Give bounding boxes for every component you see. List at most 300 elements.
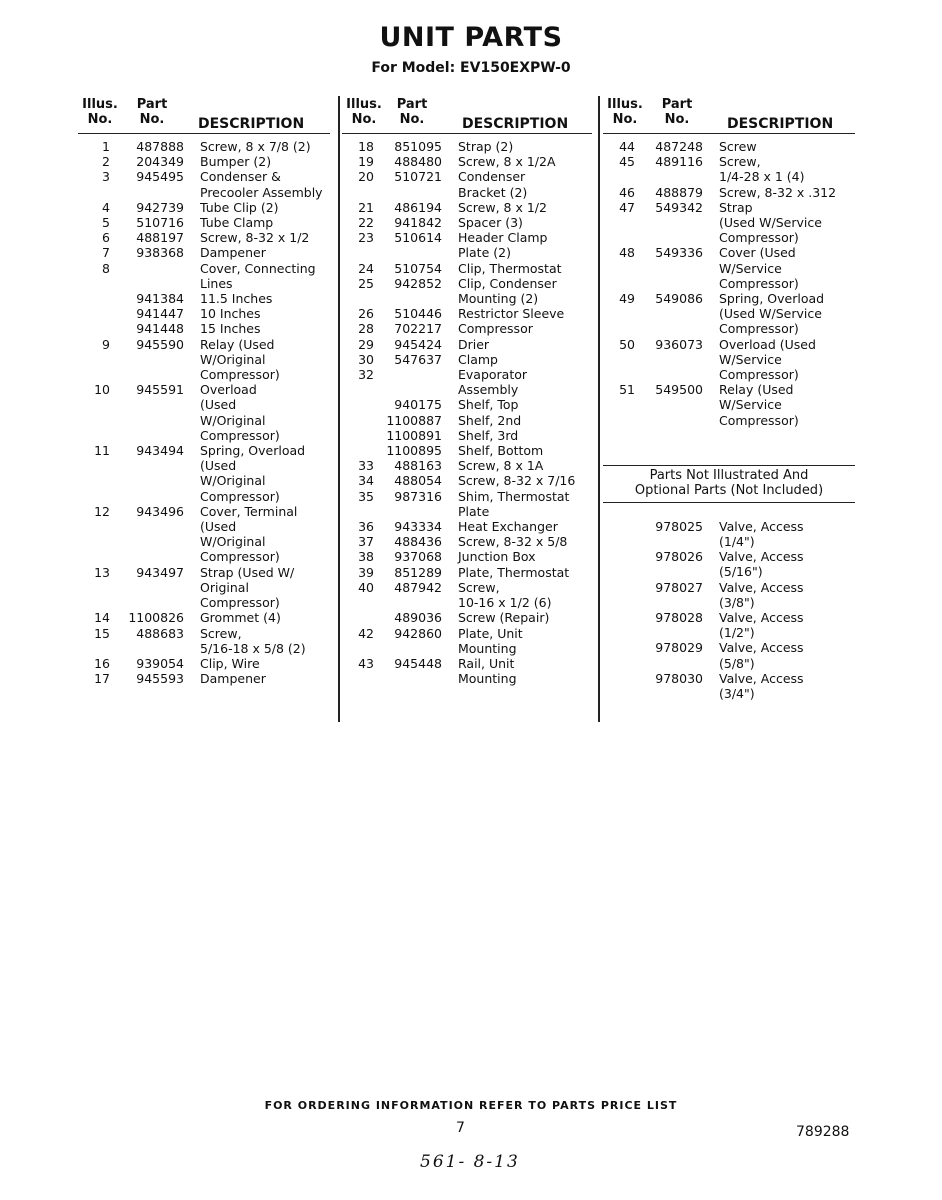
description-line: Screw, 8-32 x 5/8 — [458, 534, 568, 550]
part-description — [719, 154, 805, 184]
header-line: Part — [396, 97, 428, 112]
document-number: 789288 — [796, 1124, 850, 1140]
table-row — [342, 626, 592, 656]
description-line: 10 Inches — [200, 306, 261, 322]
column-divider — [338, 96, 340, 722]
part-description — [458, 230, 547, 260]
part-description — [719, 549, 804, 579]
illus-number: 11 — [94, 443, 110, 459]
part-description — [200, 306, 261, 321]
illus-no-header — [78, 97, 122, 127]
table-row — [78, 321, 330, 336]
description-line: Strap (2) — [458, 139, 514, 154]
table-row — [603, 337, 855, 383]
table-row — [342, 580, 592, 610]
illus-number: 12 — [94, 503, 110, 519]
part-number: 510754 — [394, 260, 442, 276]
part-number: 945593 — [136, 671, 184, 687]
description-line: Clip, Thermostat — [458, 260, 562, 276]
table-row — [78, 306, 330, 321]
illus-number: 34 — [358, 473, 374, 489]
part-description — [458, 610, 549, 625]
description-line: Strap (Used W/ — [200, 564, 295, 580]
part-number: 987316 — [394, 488, 442, 504]
description-line: Valve, Access — [719, 670, 804, 686]
part-number: 1100895 — [386, 443, 442, 459]
illus-number: 23 — [358, 230, 374, 246]
parts-column-3 — [603, 97, 855, 701]
part-number: 488163 — [394, 458, 442, 474]
description-line: Strap — [719, 199, 753, 215]
part-description — [458, 154, 556, 169]
description-line: 11.5 Inches — [200, 291, 273, 307]
part-number: 510721 — [394, 169, 442, 185]
part-description — [719, 382, 799, 428]
part-description — [458, 215, 523, 230]
illus-number: 45 — [619, 154, 635, 170]
table-row — [603, 549, 855, 579]
table-row — [78, 291, 330, 306]
part-number: 1100826 — [128, 610, 184, 626]
description-line: Shim, Thermostat — [458, 488, 570, 504]
header-line: No. — [664, 112, 690, 127]
part-description — [719, 245, 799, 291]
ordering-footer: FOR ORDERING INFORMATION REFER TO PARTS PRICE LIST — [264, 1099, 678, 1112]
illus-no-header — [603, 97, 647, 127]
description-line: Screw, — [458, 579, 500, 595]
description-line: Shelf, Top — [458, 397, 519, 413]
table-row — [603, 671, 855, 701]
part-number: 488879 — [655, 184, 703, 200]
part-number — [374, 367, 442, 397]
description-line: Compressor) — [200, 488, 280, 504]
illus-number: 33 — [358, 458, 374, 474]
part-number: 943494 — [136, 443, 184, 459]
table-row — [603, 291, 855, 337]
parts-column-1 — [78, 97, 330, 686]
part-description — [200, 382, 280, 443]
description-line: Relay (Used — [719, 382, 794, 398]
part-description — [200, 565, 294, 611]
illus-number: 38 — [358, 549, 374, 565]
part-description — [458, 428, 518, 443]
parts-rows — [78, 134, 330, 686]
illus-number: 25 — [358, 275, 374, 291]
description-line: (Used W/Service — [719, 215, 822, 231]
description-line: Plate — [458, 503, 490, 519]
illus-number — [603, 519, 635, 549]
table-row — [342, 154, 592, 169]
description-line: Cover (Used — [719, 245, 796, 261]
part-number: 939054 — [136, 655, 184, 671]
parts-rows — [342, 134, 592, 686]
illus-number: 44 — [619, 139, 635, 154]
part-number: 941384 — [136, 291, 184, 307]
table-row — [78, 154, 330, 169]
illus-number: 35 — [358, 488, 374, 504]
description-line: (5/8") — [719, 655, 755, 671]
table-row — [342, 230, 592, 260]
illus-number: 9 — [102, 336, 110, 352]
handwritten-note: 561- 8-13 — [420, 1152, 520, 1172]
part-description — [200, 169, 323, 199]
table-row — [78, 565, 330, 611]
description-line: Screw, 8 x 1/2A — [458, 154, 556, 170]
description-line: Bumper (2) — [200, 154, 272, 170]
table-row — [342, 473, 592, 488]
illus-number: 19 — [358, 154, 374, 170]
illus-number — [342, 443, 374, 458]
page-number: 7 — [456, 1120, 465, 1136]
part-number: 945591 — [136, 382, 184, 398]
description-line: W/Original — [200, 534, 266, 550]
table-row — [342, 397, 592, 412]
description-line: W/Service — [719, 351, 782, 367]
illus-number: 50 — [619, 336, 635, 352]
illus-number: 37 — [358, 534, 374, 550]
table-row — [342, 428, 592, 443]
header-line: No. — [139, 112, 165, 127]
description-line: Restrictor Sleeve — [458, 306, 565, 322]
table-row — [603, 382, 855, 428]
description-line: Screw, — [200, 625, 242, 641]
description-line: Tube Clamp — [200, 215, 274, 231]
illus-number — [342, 610, 374, 625]
description-line: Header Clamp — [458, 230, 548, 246]
description-line: Clip, Condenser — [458, 275, 557, 291]
part-number: 942739 — [136, 199, 184, 215]
part-number: 941447 — [136, 306, 184, 322]
illus-number: 8 — [102, 260, 110, 276]
description-line: Dampener — [200, 671, 266, 687]
parts-rows — [603, 134, 855, 428]
description-line: Screw, 8-32 x 1/2 — [200, 230, 310, 246]
part-no-header — [382, 97, 442, 127]
part-number: 510614 — [394, 230, 442, 246]
part-description — [458, 321, 533, 336]
part-description — [719, 640, 804, 670]
table-row — [78, 382, 330, 443]
description-line: Screw, 8 x 1/2 — [458, 199, 547, 215]
part-description — [719, 200, 822, 246]
part-description — [200, 245, 266, 260]
column-header — [603, 97, 855, 134]
part-description — [458, 276, 557, 306]
part-description — [458, 337, 489, 352]
part-description — [458, 473, 575, 488]
table-row — [78, 626, 330, 656]
description-line: Dampener — [200, 245, 266, 261]
illus-number: 16 — [94, 655, 110, 671]
part-number: 937068 — [394, 549, 442, 565]
description-line: Screw — [719, 139, 757, 154]
heading-line: Optional Parts (Not Included) — [634, 483, 824, 499]
part-description — [200, 154, 271, 169]
description-line: Valve, Access — [719, 518, 804, 534]
header-line: Part — [661, 97, 693, 112]
table-row — [342, 610, 592, 625]
part-number: 978028 — [655, 610, 703, 626]
table-row — [342, 169, 592, 199]
table-row — [603, 139, 855, 154]
part-description — [719, 519, 804, 549]
part-description — [458, 534, 567, 549]
table-row — [342, 656, 592, 686]
part-number: 943334 — [394, 519, 442, 535]
illus-number — [342, 428, 374, 443]
description-line: Condenser & — [200, 169, 281, 185]
table-row — [78, 230, 330, 245]
part-number: 942860 — [394, 625, 442, 641]
part-description — [458, 413, 521, 428]
description-line: 5/16-18 x 5/8 (2) — [200, 640, 306, 656]
illus-number: 1 — [102, 139, 110, 154]
description-line: Evaporator — [458, 367, 528, 383]
illus-number: 47 — [619, 199, 635, 215]
description-line: 15 Inches — [200, 321, 261, 337]
illus-number — [603, 549, 635, 579]
part-number: 489036 — [394, 610, 442, 626]
illus-number: 46 — [619, 184, 635, 200]
part-description — [200, 656, 260, 671]
model-subtitle: For Model: EV150EXPW-0 — [371, 60, 571, 76]
table-row — [342, 276, 592, 306]
description-line: Compressor) — [200, 595, 280, 611]
part-number: 486194 — [394, 199, 442, 215]
illus-no-header — [342, 97, 386, 127]
illus-number: 18 — [358, 139, 374, 154]
description-line: W/Original — [200, 473, 266, 489]
illus-number: 51 — [619, 382, 635, 398]
table-row — [603, 519, 855, 549]
part-no-header — [647, 97, 707, 127]
description-line: Overload — [200, 382, 257, 398]
part-number: 1100887 — [386, 412, 442, 428]
description-line: (Used — [200, 519, 237, 535]
part-number: 942852 — [394, 275, 442, 291]
illus-number — [78, 291, 110, 306]
part-number: 487248 — [655, 139, 703, 154]
description-header: DESCRIPTION — [727, 116, 834, 132]
description-line: Compressor — [458, 321, 533, 337]
part-number: 488683 — [136, 625, 184, 641]
description-line: (3/4") — [719, 686, 755, 702]
part-number: 851289 — [394, 564, 442, 580]
part-no-header — [122, 97, 182, 127]
illus-number: 10 — [94, 382, 110, 398]
part-description — [458, 352, 498, 367]
description-line: Original — [200, 579, 249, 595]
part-description — [200, 443, 305, 504]
illus-number: 4 — [102, 199, 110, 215]
part-description — [200, 610, 281, 625]
description-line: Lines — [200, 275, 233, 291]
part-number: 549342 — [655, 199, 703, 215]
part-number: 941448 — [136, 321, 184, 337]
parts-column-2 — [342, 97, 592, 686]
description-line: Drier — [458, 336, 490, 352]
illus-number: 26 — [358, 306, 374, 322]
part-number: 488436 — [394, 534, 442, 550]
table-row — [603, 610, 855, 640]
table-row — [78, 504, 330, 565]
illus-number: 39 — [358, 564, 374, 580]
description-line: Valve, Access — [719, 549, 804, 565]
illus-number: 43 — [358, 655, 374, 671]
description-line: Compressor) — [719, 412, 799, 428]
part-description — [719, 139, 757, 154]
description-line: Junction Box — [458, 549, 536, 565]
description-line: Mounting — [458, 640, 517, 656]
part-number: 945495 — [136, 169, 184, 185]
illus-number — [603, 671, 635, 701]
part-number: 978027 — [655, 579, 703, 595]
table-row — [78, 337, 330, 383]
header-line: No. — [87, 112, 113, 127]
table-row — [78, 261, 330, 291]
table-row — [603, 200, 855, 246]
description-line: 1/4-28 x 1 (4) — [719, 169, 805, 185]
illus-number: 48 — [619, 245, 635, 261]
description-line: Shelf, 3rd — [458, 427, 519, 443]
column-divider — [598, 96, 600, 722]
table-row — [603, 185, 855, 200]
description-line: Spring, Overload — [719, 291, 825, 307]
part-number: 549086 — [655, 291, 703, 307]
illus-number: 7 — [102, 245, 110, 261]
part-number: 488480 — [394, 154, 442, 170]
part-number: 1100891 — [386, 427, 442, 443]
part-number: 547637 — [394, 351, 442, 367]
description-line: Screw, — [719, 154, 761, 170]
description-line: Assembly — [458, 382, 519, 398]
part-description — [458, 458, 543, 473]
description-line: (1/4") — [719, 534, 755, 550]
table-row — [342, 261, 592, 276]
part-description — [458, 443, 543, 458]
part-number: 549500 — [655, 382, 703, 398]
column-header — [342, 97, 592, 134]
table-row — [603, 640, 855, 670]
part-number: 510716 — [136, 215, 184, 231]
table-row — [342, 337, 592, 352]
part-description — [200, 261, 316, 291]
part-description — [458, 169, 527, 199]
part-description — [458, 565, 569, 580]
part-number — [110, 261, 184, 291]
header-line: No. — [351, 112, 377, 127]
table-row — [342, 443, 592, 458]
description-line: Mounting (2) — [458, 291, 539, 307]
header-line: No. — [612, 112, 638, 127]
description-line: Spacer (3) — [458, 215, 523, 231]
description-line: (3/8") — [719, 594, 755, 610]
illus-number: 40 — [358, 579, 374, 595]
part-description — [458, 139, 513, 154]
illus-number: 30 — [358, 351, 374, 367]
part-number: 978026 — [655, 549, 703, 565]
table-row — [342, 306, 592, 321]
table-row — [78, 443, 330, 504]
illus-number: 24 — [358, 260, 374, 276]
description-line: Compressor) — [719, 275, 799, 291]
part-description — [719, 610, 804, 640]
table-row — [78, 656, 330, 671]
illus-number: 32 — [358, 367, 374, 383]
description-line: Rail, Unit — [458, 655, 515, 671]
table-row — [342, 321, 592, 336]
part-description — [200, 139, 311, 154]
part-number: 487942 — [394, 579, 442, 595]
description-line: Compressor) — [719, 230, 799, 246]
part-description — [200, 321, 261, 336]
table-row — [78, 215, 330, 230]
description-line: Compressor) — [200, 427, 280, 443]
description-line: Screw (Repair) — [458, 610, 550, 626]
description-line: Shelf, 2nd — [458, 412, 522, 428]
illus-number: 28 — [358, 321, 374, 337]
part-description — [719, 291, 824, 337]
part-number: 941842 — [394, 215, 442, 231]
part-number: 851095 — [394, 139, 442, 154]
illus-number — [78, 321, 110, 336]
table-row — [342, 565, 592, 580]
table-row — [342, 200, 592, 215]
description-line: Plate, Thermostat — [458, 564, 570, 580]
illus-number: 21 — [358, 199, 374, 215]
part-description — [200, 626, 306, 656]
illus-number: 6 — [102, 230, 110, 246]
illus-number: 22 — [358, 215, 374, 231]
part-number: 487888 — [136, 139, 184, 154]
illus-number: 20 — [358, 169, 374, 185]
illus-number: 14 — [94, 610, 110, 626]
description-line: Cover, Connecting — [200, 260, 316, 276]
part-description — [458, 549, 536, 564]
description-line: Cover, Terminal — [200, 503, 298, 519]
description-line: Screw, 8-32 x 7/16 — [458, 473, 576, 489]
description-line: Mounting — [458, 671, 517, 687]
table-row — [342, 534, 592, 549]
header-line: No. — [399, 112, 425, 127]
description-line: Overload (Used — [719, 336, 816, 352]
description-line: W/Original — [200, 412, 266, 428]
description-line: Bracket (2) — [458, 184, 528, 200]
part-description — [200, 671, 266, 686]
table-row — [342, 413, 592, 428]
header-line: Illus. — [607, 97, 643, 112]
part-description — [458, 626, 523, 656]
table-row — [342, 458, 592, 473]
part-number: 945424 — [394, 336, 442, 352]
part-description — [200, 230, 309, 245]
table-row — [78, 610, 330, 625]
part-number: 943497 — [136, 564, 184, 580]
description-line: Compressor) — [719, 321, 799, 337]
part-description — [719, 580, 804, 610]
table-row — [78, 245, 330, 260]
table-row — [603, 154, 855, 184]
illus-number: 49 — [619, 291, 635, 307]
part-number: 978025 — [655, 518, 703, 534]
description-line: Clip, Wire — [200, 655, 260, 671]
table-row — [603, 245, 855, 291]
part-description — [719, 337, 816, 383]
part-description — [458, 367, 527, 397]
part-number: 936073 — [655, 336, 703, 352]
description-line: Compressor) — [200, 367, 280, 383]
description-line: Precooler Assembly — [200, 184, 323, 200]
